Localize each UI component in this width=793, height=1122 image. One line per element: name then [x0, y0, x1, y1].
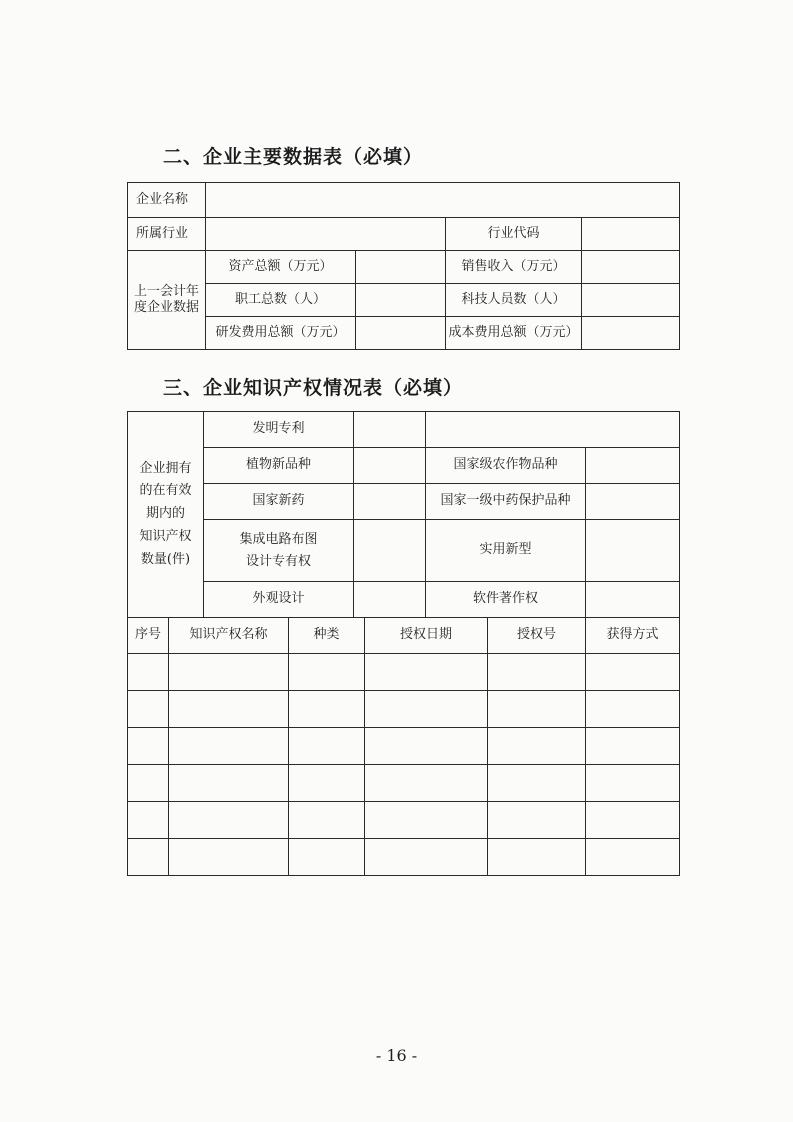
- ic-layout-label: [204, 520, 354, 582]
- last-year-data-label: [128, 251, 206, 350]
- design-label: 外观设计: [204, 582, 354, 618]
- plant-variety-count[interactable]: [354, 448, 426, 484]
- utility-model-label: 实用新型: [426, 520, 586, 582]
- company-name-label: 企业名称: [128, 183, 206, 218]
- tcm-protected-variety-count[interactable]: [586, 484, 680, 520]
- plant-variety-label: 植物新品种: [204, 448, 354, 484]
- ip-count-label: [128, 412, 204, 618]
- industry-value[interactable]: [206, 218, 446, 251]
- table-row[interactable]: [128, 765, 680, 802]
- industry-label: 所属行业: [128, 218, 206, 251]
- column-header-grant-date: 授权日期: [365, 618, 488, 654]
- ic-layout-label-line1: 集成电路布图: [239, 532, 318, 548]
- new-drug-count[interactable]: [354, 484, 426, 520]
- company-name-value[interactable]: [206, 183, 680, 218]
- column-header-type: 种类: [289, 618, 365, 654]
- sales-revenue-label: 销售收入（万元）: [446, 251, 582, 284]
- blank-cell: [426, 412, 680, 448]
- tech-staff-value[interactable]: [582, 284, 680, 317]
- ip-count-label-line: 知识产权: [139, 528, 192, 544]
- employees-label: 职工总数（人）: [206, 284, 356, 317]
- table-row[interactable]: [128, 691, 680, 728]
- rd-cost-label: 研发费用总额（万元）: [206, 317, 356, 350]
- national-crop-variety-count[interactable]: [586, 448, 680, 484]
- ip-count-label-line: 数量(件): [140, 551, 191, 567]
- industry-code-label: 行业代码: [446, 218, 582, 251]
- employees-value[interactable]: [356, 284, 446, 317]
- section2-title: 二、企业主要数据表（必填）: [163, 146, 424, 168]
- table-row[interactable]: [128, 802, 680, 839]
- total-assets-label: 资产总额（万元）: [206, 251, 356, 284]
- software-copyright-label: 软件著作权: [426, 582, 586, 618]
- ic-layout-label-line2: 设计专有权: [245, 553, 311, 569]
- total-cost-value[interactable]: [582, 317, 680, 350]
- invention-patent-label: 发明专利: [204, 412, 354, 448]
- table-row[interactable]: [128, 728, 680, 765]
- tcm-protected-variety-label: 国家一级中药保护品种: [426, 484, 586, 520]
- main-data-table: [127, 182, 680, 350]
- ip-count-table: [127, 411, 680, 618]
- software-copyright-count[interactable]: [586, 582, 680, 618]
- table-row[interactable]: [128, 654, 680, 691]
- last-year-label-line1: 上一会计年: [133, 283, 199, 299]
- national-crop-variety-label: 国家级农作物品种: [426, 448, 586, 484]
- ip-list-table: [127, 617, 680, 876]
- ip-count-label-line: 企业拥有: [139, 460, 192, 476]
- last-year-label-line2: 度企业数据: [133, 300, 199, 315]
- total-cost-label: 成本费用总额（万元）: [446, 317, 582, 350]
- tech-staff-label: 科技人员数（人）: [446, 284, 582, 317]
- column-header-grant-number: 授权号: [488, 618, 586, 654]
- new-drug-label: 国家新药: [204, 484, 354, 520]
- total-assets-value[interactable]: [356, 251, 446, 284]
- column-header-ip-name: 知识产权名称: [169, 618, 289, 654]
- ic-layout-count[interactable]: [354, 520, 426, 582]
- column-header-serial: 序号: [128, 618, 169, 654]
- ip-count-label-line: 期内的: [145, 506, 185, 522]
- ip-count-label-line: 的在有效: [139, 483, 192, 499]
- utility-model-count[interactable]: [586, 520, 680, 582]
- column-header-acquisition-method: 获得方式: [586, 618, 680, 654]
- sales-revenue-value[interactable]: [582, 251, 680, 284]
- invention-patent-count[interactable]: [354, 412, 426, 448]
- rd-cost-value[interactable]: [356, 317, 446, 350]
- section3-title: 三、企业知识产权情况表（必填）: [163, 377, 464, 399]
- page-number: - 16 -: [375, 1046, 418, 1065]
- industry-code-value[interactable]: [582, 218, 680, 251]
- design-count[interactable]: [354, 582, 426, 618]
- table-row[interactable]: [128, 839, 680, 876]
